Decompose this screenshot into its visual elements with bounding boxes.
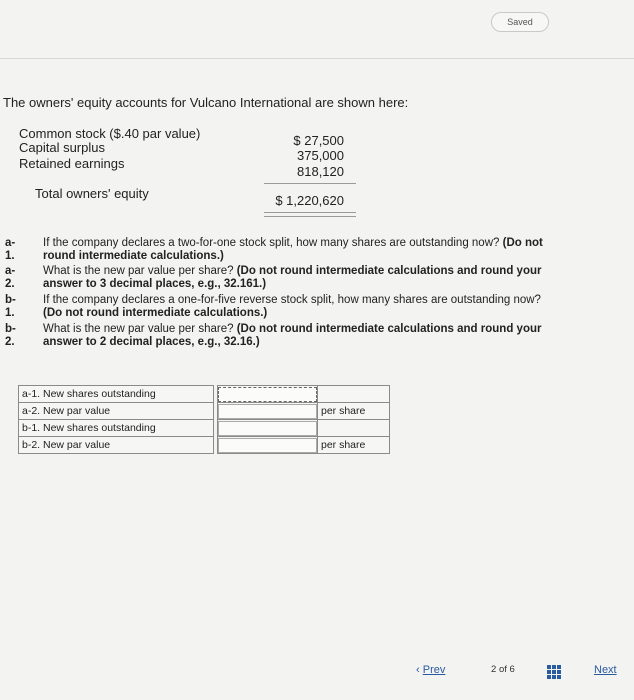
header-divider: [0, 58, 634, 59]
new-shares-b1-input[interactable]: [218, 421, 317, 436]
equity-row-value: $ 27,500: [293, 133, 344, 148]
question-text: If the company declares a two-for-one stock split, how many shares are outstanding now?: [43, 237, 500, 249]
question-number: a-2.: [5, 265, 16, 290]
question-text: What is the new par value per share?: [43, 323, 234, 335]
total-double-rule-bottom: [264, 216, 356, 217]
answer-unit: per share: [318, 437, 390, 454]
chevron-left-icon: ‹: [416, 664, 420, 676]
question-text: What is the new par value per share?: [43, 265, 234, 277]
new-par-b2-input[interactable]: [218, 438, 317, 453]
problem-intro: The owners' equity accounts for Vulcano International are shown here:: [3, 95, 409, 110]
page-of: of: [498, 664, 507, 675]
page-current: 2: [491, 664, 497, 675]
table-row: [19, 437, 390, 454]
prev-button[interactable]: [416, 664, 445, 676]
question-note: (Do not round intermediate calculations and round your answer to 3 decimal places, e.g., 32.161.): [43, 265, 542, 290]
question-note: (Do not round intermediate calculations.): [43, 237, 543, 262]
question-text: If the company declares a one-for-five reverse stock split, how many shares are outstanding now?: [43, 294, 541, 306]
answer-label: b-1. New shares outstanding: [19, 420, 214, 437]
page-indicator: [491, 664, 515, 675]
question-number: b-2.: [5, 323, 16, 348]
new-shares-a1-input[interactable]: [218, 387, 317, 402]
answer-label: a-2. New par value: [19, 403, 214, 420]
answer-label: a-1. New shares outstanding: [19, 386, 214, 403]
new-par-a2-input[interactable]: [218, 404, 317, 419]
next-button[interactable]: Next: [594, 664, 617, 676]
equity-row-label: Common stock ($.40 par value): [19, 126, 201, 141]
answer-unit: [318, 420, 390, 437]
prev-label: Prev: [422, 664, 446, 676]
saved-status-badge: Saved: [491, 12, 549, 32]
equity-row-value: 818,120: [297, 164, 344, 179]
question-note: (Do not round intermediate calculations and round your answer to 2 decimal places, e.g., 32.16.): [43, 323, 542, 348]
table-row: [19, 386, 390, 403]
grid-icon[interactable]: [547, 665, 561, 679]
subtotal-rule: [264, 183, 356, 184]
equity-row-value: 375,000: [297, 148, 344, 163]
table-row: [19, 403, 390, 420]
equity-row-label: Capital surplus: [19, 140, 105, 155]
equity-total-value: $ 1,220,620: [275, 193, 344, 208]
table-row: [19, 420, 390, 437]
question-note: (Do not round intermediate calculations.): [43, 307, 268, 319]
answer-table: [18, 385, 390, 454]
page-total: 6: [509, 664, 515, 675]
equity-total-label: Total owners' equity: [35, 186, 149, 201]
equity-row-label: Retained earnings: [19, 156, 125, 171]
answer-unit: [318, 386, 390, 403]
question-number: b-1.: [5, 294, 16, 319]
question-number: a-1.: [5, 237, 16, 262]
answer-unit: per share: [318, 403, 390, 420]
answer-label: b-2. New par value: [19, 437, 214, 454]
total-double-rule-top: [264, 212, 356, 213]
